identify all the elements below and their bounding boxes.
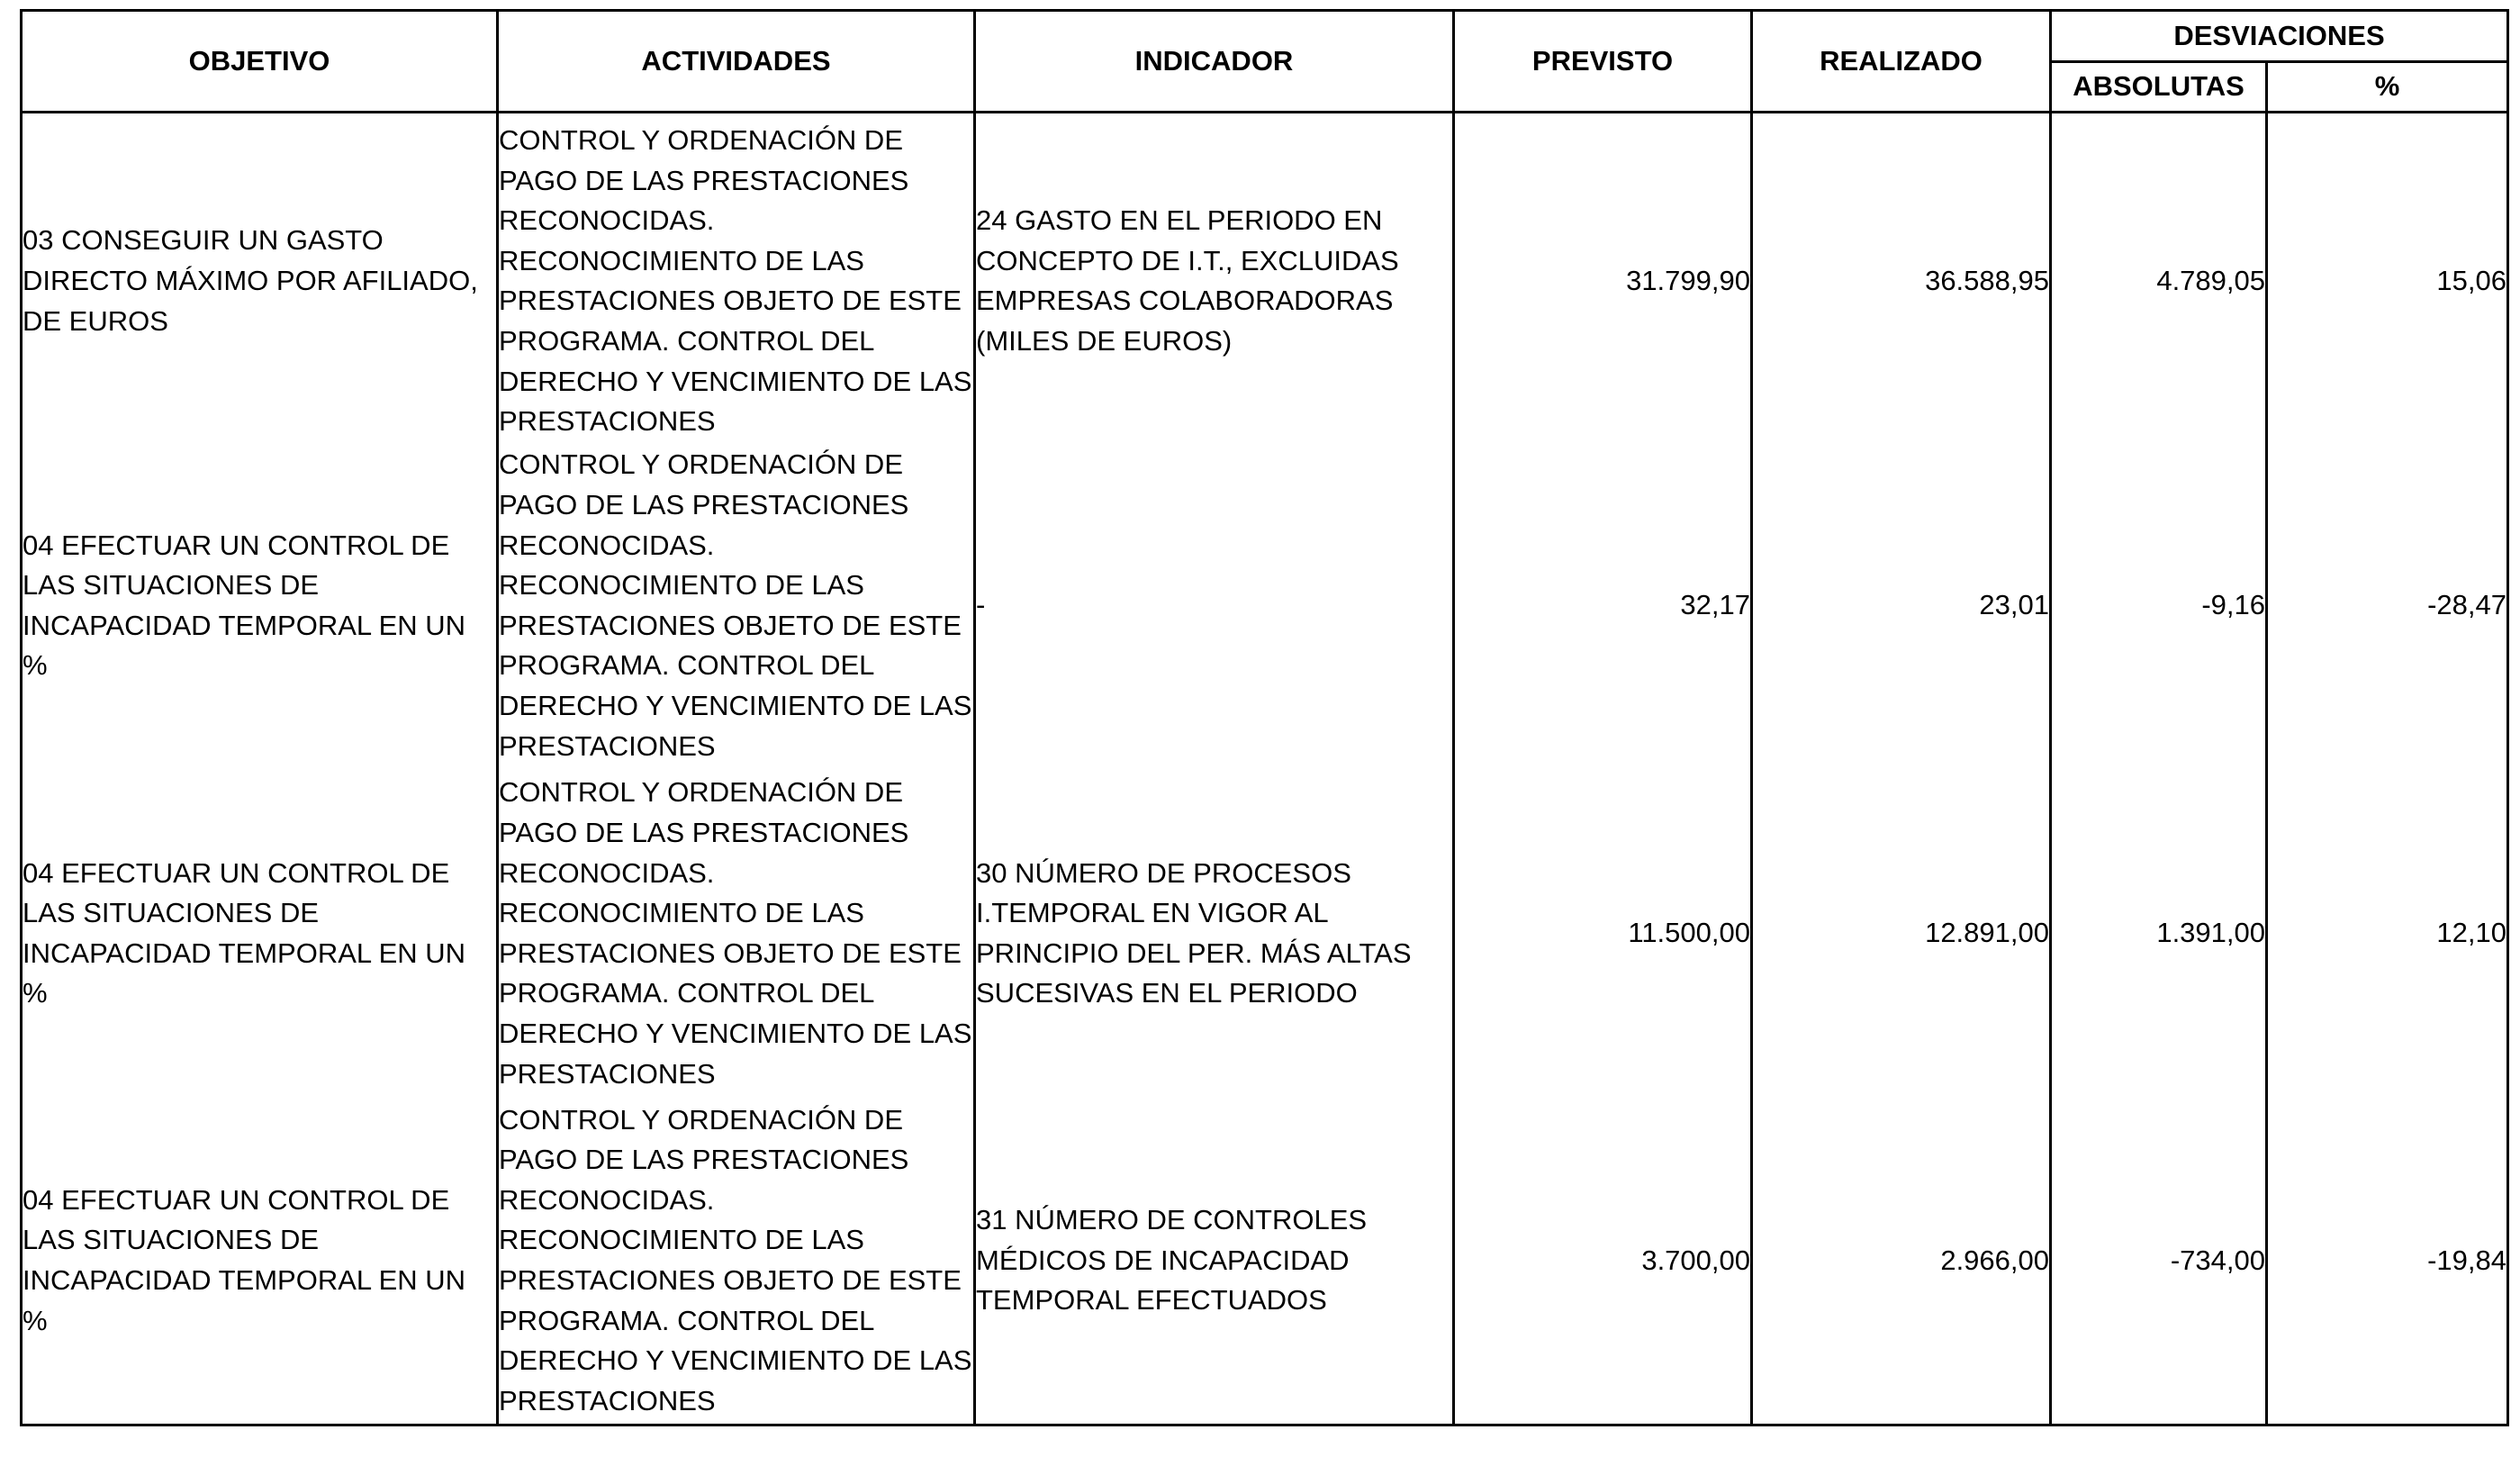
cell-realizado: 23,01	[1752, 442, 2051, 770]
cell-objetivo: 04 EFECTUAR UN CONTROL DE LAS SITUACIONES DE INCAPACIDAD TEMPORAL EN UN %	[22, 770, 498, 1098]
cell-actividades: CONTROL Y ORDENACIÓN DE PAGO DE LAS PRESTACIONES RECONOCIDAS. RECONOCIMIENTO DE LAS PRESTACIONES OBJETO DE ESTE PROGRAMA. CONTROL DEL DERECHO Y VENCIMIENTO DE LAS PRESTACIONES	[498, 113, 975, 442]
header-realizado: REALIZADO	[1752, 11, 2051, 113]
cell-indicador: 31 NÚMERO DE CONTROLES MÉDICOS DE INCAPACIDAD TEMPORAL EFECTUADOS	[975, 1098, 1454, 1425]
cell-previsto: 31.799,90	[1454, 113, 1752, 442]
header-desviaciones: DESVIACIONES	[2051, 11, 2508, 62]
cell-realizado: 36.588,95	[1752, 113, 2051, 442]
cell-indicador: -	[975, 442, 1454, 770]
cell-absolutas: -9,16	[2051, 442, 2267, 770]
cell-indicador: 30 NÚMERO DE PROCESOS I.TEMPORAL EN VIGOR AL PRINCIPIO DEL PER. MÁS ALTAS SUCESIVAS EN EL PERIODO	[975, 770, 1454, 1098]
table-row	[22, 442, 2508, 770]
header-indicador: INDICADOR	[975, 11, 1454, 113]
table-row	[22, 1098, 2508, 1425]
table-row	[22, 113, 2508, 442]
header-actividades: ACTIVIDADES	[498, 11, 975, 113]
table-row	[22, 770, 2508, 1098]
cell-previsto: 11.500,00	[1454, 770, 1752, 1098]
cell-actividades: CONTROL Y ORDENACIÓN DE PAGO DE LAS PRESTACIONES RECONOCIDAS. RECONOCIMIENTO DE LAS PRESTACIONES OBJETO DE ESTE PROGRAMA. CONTROL DEL DERECHO Y VENCIMIENTO DE LAS PRESTACIONES	[498, 770, 975, 1098]
cell-objetivo: 03 CONSEGUIR UN GASTO DIRECTO MÁXIMO POR AFILIADO, DE EUROS	[22, 113, 498, 442]
cell-previsto: 32,17	[1454, 442, 1752, 770]
cell-absolutas: -734,00	[2051, 1098, 2267, 1425]
cell-absolutas: 1.391,00	[2051, 770, 2267, 1098]
cell-indicador: 24 GASTO EN EL PERIODO EN CONCEPTO DE I.T., EXCLUIDAS EMPRESAS COLABORADORAS (MILES DE EUROS)	[975, 113, 1454, 442]
cell-objetivo: 04 EFECTUAR UN CONTROL DE LAS SITUACIONES DE INCAPACIDAD TEMPORAL EN UN %	[22, 442, 498, 770]
cell-actividades: CONTROL Y ORDENACIÓN DE PAGO DE LAS PRESTACIONES RECONOCIDAS. RECONOCIMIENTO DE LAS PRESTACIONES OBJETO DE ESTE PROGRAMA. CONTROL DEL DERECHO Y VENCIMIENTO DE LAS PRESTACIONES	[498, 1098, 975, 1425]
table-header	[22, 11, 2508, 113]
cell-previsto: 3.700,00	[1454, 1098, 1752, 1425]
cell-porcentaje: -28,47	[2267, 442, 2508, 770]
cell-porcentaje: 12,10	[2267, 770, 2508, 1098]
header-absolutas: ABSOLUTAS	[2051, 61, 2267, 113]
cell-absolutas: 4.789,05	[2051, 113, 2267, 442]
table-body	[22, 113, 2508, 1425]
cell-actividades: CONTROL Y ORDENACIÓN DE PAGO DE LAS PRESTACIONES RECONOCIDAS. RECONOCIMIENTO DE LAS PRESTACIONES OBJETO DE ESTE PROGRAMA. CONTROL DEL DERECHO Y VENCIMIENTO DE LAS PRESTACIONES	[498, 442, 975, 770]
cell-porcentaje: -19,84	[2267, 1098, 2508, 1425]
cell-realizado: 12.891,00	[1752, 770, 2051, 1098]
header-previsto: PREVISTO	[1454, 11, 1752, 113]
cell-objetivo: 04 EFECTUAR UN CONTROL DE LAS SITUACIONES DE INCAPACIDAD TEMPORAL EN UN %	[22, 1098, 498, 1425]
cell-realizado: 2.966,00	[1752, 1098, 2051, 1425]
header-porcentaje: %	[2267, 61, 2508, 113]
header-objetivo: OBJETIVO	[22, 11, 498, 113]
objectives-table	[20, 9, 2509, 1426]
cell-porcentaje: 15,06	[2267, 113, 2508, 442]
